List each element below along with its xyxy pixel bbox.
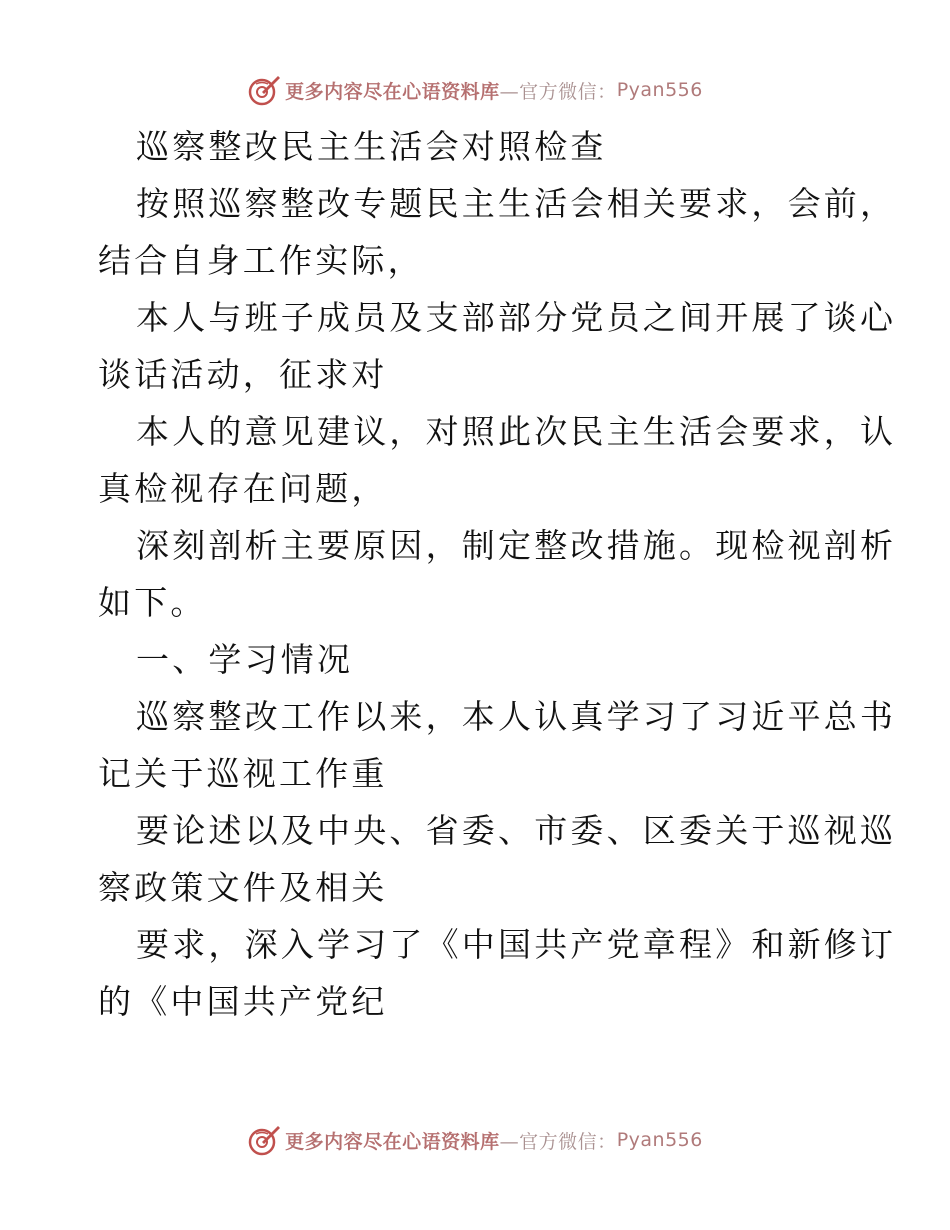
doc-line: 谈话活动，征求对 [98,355,388,394]
doc-line: 按照巡察整改专题民主生活会相关要求，会前， [136,184,897,223]
section-heading: 一、学习情况 [136,640,354,679]
doc-line: 真检视存在问题， [98,469,388,508]
document-body [98,118,897,1030]
doc-line: 要求，深入学习了《中国共产党章程》和新修订 [136,925,897,964]
doc-line: 深刻剖析主要原因，制定整改措施。现检视剖析 [136,526,897,565]
pen-logo-icon [247,73,281,107]
doc-line: 本人的意见建议，对照此次民主生活会要求，认 [136,412,897,451]
header-watermark [0,70,950,110]
doc-line: 巡察整改工作以来，本人认真学习了习近平总书 [136,697,897,736]
watermark-mid: —官方微信： [499,1130,617,1153]
watermark-mid: —官方微信： [499,80,617,103]
doc-line: 察政策文件及相关 [98,868,388,907]
doc-line: 的《中国共产党纪 [98,982,388,1021]
doc-line: 记关于巡视工作重 [98,754,388,793]
watermark-lead: 更多内容尽在心语资料库 [285,1130,500,1153]
doc-title: 巡察整改民主生活会对照检查 [136,127,607,166]
doc-line: 结合自身工作实际， [98,241,424,280]
watermark-wechat-id: Pyan556 [616,1129,703,1151]
doc-line: 本人与班子成员及支部部分党员之间开展了谈心 [136,298,897,337]
pen-logo-icon [247,1123,281,1157]
doc-line: 如下。 [98,583,207,622]
watermark-wechat-id: Pyan556 [616,79,703,101]
footer-watermark [0,1120,950,1160]
doc-line: 要论述以及中央、省委、市委、区委关于巡视巡 [136,811,897,850]
watermark-lead: 更多内容尽在心语资料库 [285,80,500,103]
